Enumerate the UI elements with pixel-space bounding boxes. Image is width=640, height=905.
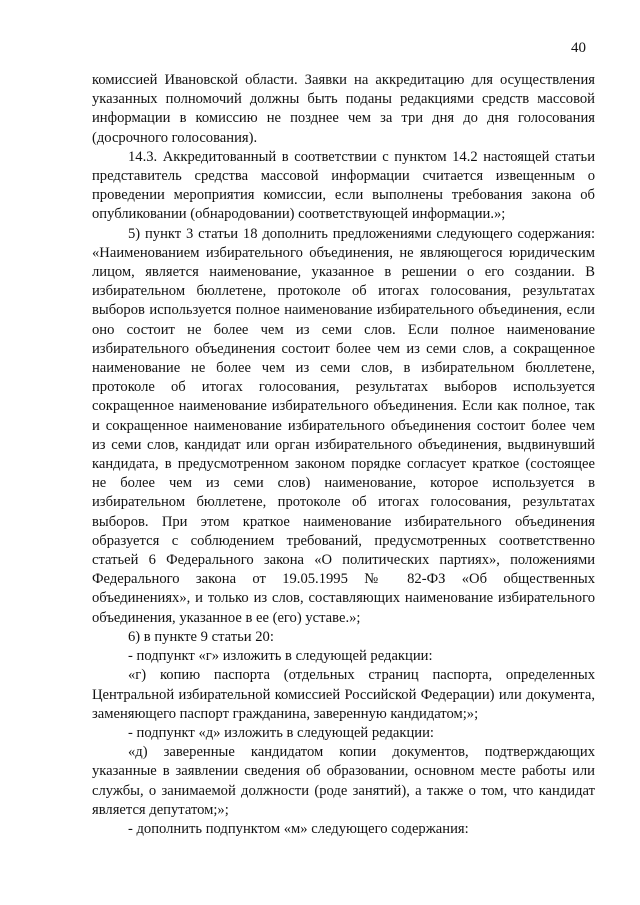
paragraph: 14.3. Аккредитованный в соответствии с пунктом 14.2 настоящей статьи представитель средства массовой информации считается извещенным о проведении мероприятия комиссии, если выполнены требования закона об опубликовании (обнародовании) соответствующей информации.»; <box>92 148 595 223</box>
paragraph: - подпункт «д» изложить в следующей редакции: <box>128 724 434 741</box>
document-body <box>92 71 595 839</box>
paragraph: - дополнить подпунктом «м» следующего содержания: <box>128 820 469 837</box>
paragraph: «г) копию паспорта (отдельных страниц паспорта, определенных Центральной избирательной комиссией Российской Федерации) или документа, заменяющего паспорт гражданина, заверенную кандидатом;»; <box>92 667 595 722</box>
paragraph: 5) пункт 3 статьи 18 дополнить предложениями следующего содержания: «Наименованием избирательного объединения, не являющегося юридическим лицом, является наименование, указанное в решении о его создании. В избирательном бюллетене, протоколе об итогах голосования, результатах выборов используется полное наименование избирательного объединения, если оно состоит не более чем из семи слов. Если полное наименование избирательного объединения состоит более чем из семи слов, а сокращенное наименование не более чем из семи слов, в избирательном бюллетене, протоколе об итогах голосования, результатах выборов используется сокращенное наименование избирательного объединения. Если как полное, так и сокращенное наименование избирательного объединения состоит более чем из семи слов, кандидат или орган избирательного объединения, выдвинувший кандидата, в предусмотренном законом порядке согласует краткое (состоящее не более чем из семи слов) наименование, которое используется в избирательном бюллетене, протоколе об итогах голосования, результатах выборов. При этом краткое наименование избирательного объединения образуется с соблюдением требований, предусмотренных соответственно статьей 6 Федерального закона «О политических партиях», положениями Федерального закона от 19.05.1995 № 82-ФЗ «Об общественных объединениях», и только из слов, составляющих наименование избирательного объединения, указанное в ее (его) уставе.»; <box>92 225 595 626</box>
paragraph: - подпункт «г» изложить в следующей редакции: <box>128 648 433 665</box>
paragraph: комиссией Ивановской области. Заявки на аккредитацию для осуществления указанных полномочий должны быть поданы редакциями средств массовой информации в комиссию не позднее чем за три дня до дня голосования (досрочного голосования). <box>92 72 595 146</box>
page-number: 40 <box>571 40 586 56</box>
paragraph: «д) заверенные кандидатом копии документов, подтверждающих указанные в заявлении сведения об образовании, основном месте работы или службы, о занимаемой должности (роде занятий), а также о том, что кандидат является депутатом;»; <box>92 744 595 818</box>
paragraph: 6) в пункте 9 статьи 20: <box>128 628 274 645</box>
